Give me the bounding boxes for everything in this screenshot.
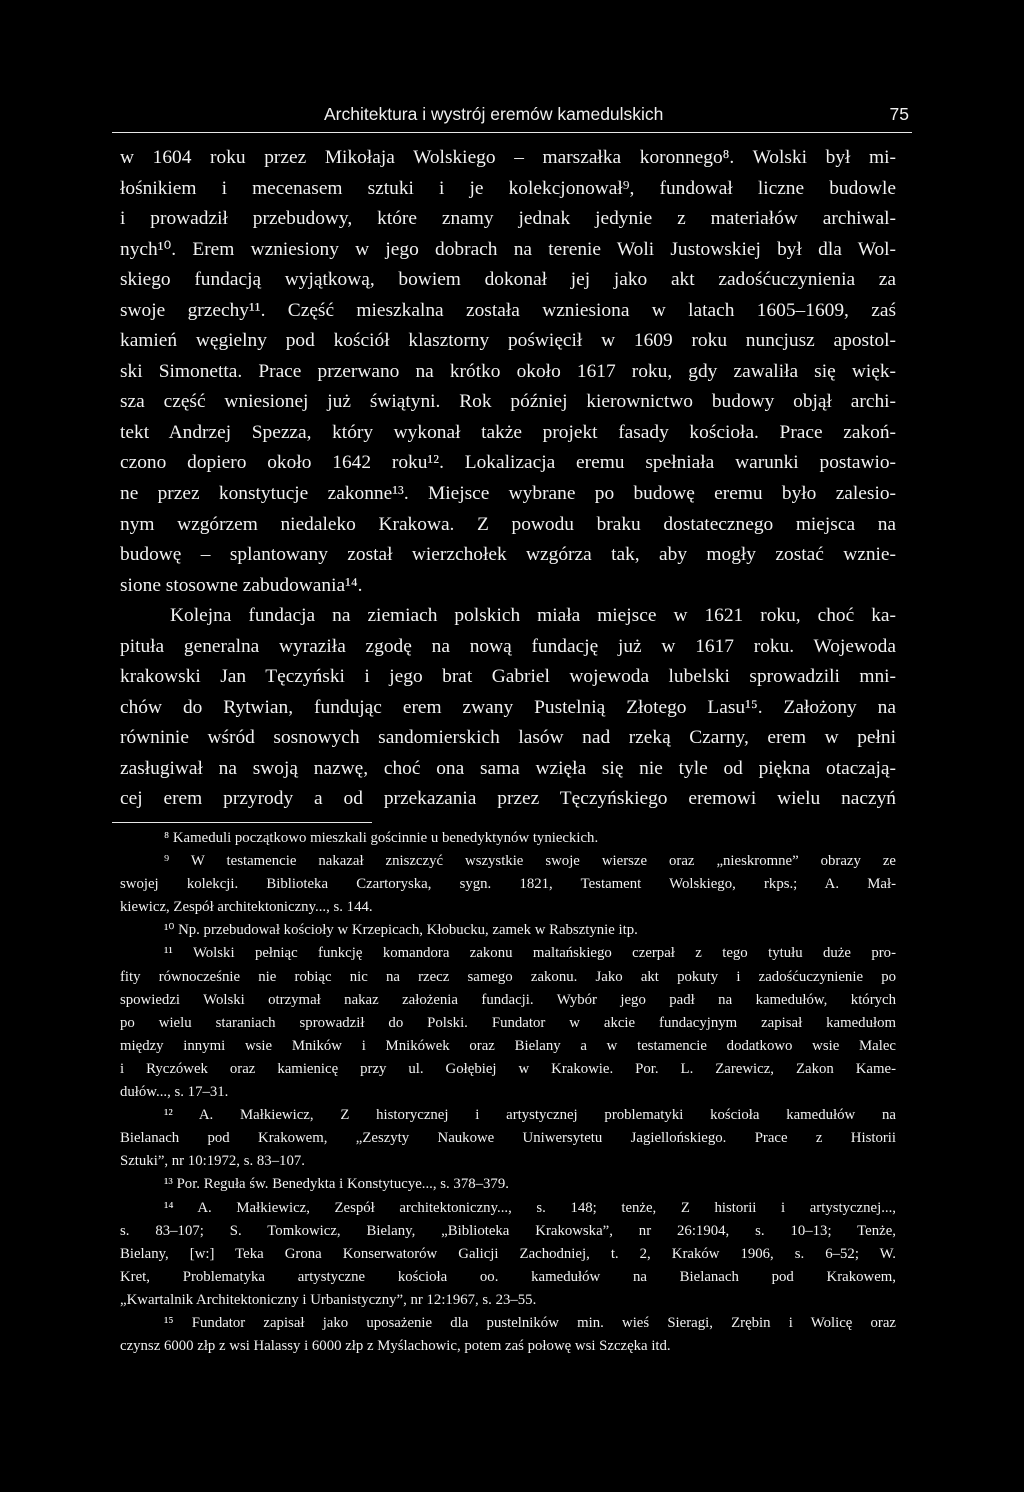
- body-line: nym wzgórzem niedaleko Krakowa. Z powodu braku dostatecznego miejsca na: [120, 513, 896, 535]
- footnote-separator: [112, 822, 372, 823]
- body-line: nych¹⁰. Erem wzniesiony w jego dobrach na terenie Woli Justowskiej był dla Wol-: [120, 238, 896, 260]
- footnote-line: „Kwartalnik Architektoniczny i Urbanistyczny”, nr 12:1967, s. 23–55.: [120, 1291, 537, 1308]
- body-line: łośnikiem i mecenasem sztuki i je kolekcjonował⁹, fundował liczne budowle: [120, 177, 896, 199]
- footnote-line: Bielanach pod Krakowem, „Zeszyty Naukowe Uniwersytetu Jagiellońskiego. Prace z Historii: [120, 1130, 896, 1147]
- footnote-line: ⁸ Kameduli początkowo mieszkali gościnnie u benedyktynów tynieckich.: [164, 830, 599, 846]
- footnote-line: ¹³ Por. Reguła św. Benedykta i Konstytucye..., s. 378–379.: [164, 1176, 509, 1193]
- body-line: równinie wśród sosnowych sandomierskich lasów nad rzeką Czarny, erem w pełni: [120, 727, 896, 749]
- footnote-line: s. 83–107; S. Tomkowicz, Bielany, „Biblioteka Krakowska”, nr 26:1904, s. 10–13; Tenże,: [120, 1222, 896, 1239]
- body-line: zasługiwał na swoją nazwę, choć ona sama wzięła się nie tyle od piękna otaczają-: [120, 757, 896, 779]
- body-line: kamień węgielny pod kościół klasztorny poświęcił w 1609 roku nuncjusz apostol-: [120, 330, 896, 352]
- body-line: i prowadził przebudowy, które znamy jednak jedynie z materiałów archiwal-: [120, 208, 896, 230]
- body-line: swoje grzechy¹¹. Część mieszkalna została wzniesiona w latach 1605–1609, zaś: [120, 299, 896, 321]
- footnote-line: między innymi wsie Mników i Mnikówek oraz Bielany a w testamencie dodatkowo wsie Malec: [120, 1037, 896, 1054]
- body-line: sza część wniesionej już świątyni. Rok później kierownictwo budowy objął archi-: [120, 391, 896, 413]
- body-line: budowę – splantowany został wierzchołek wzgórza tak, aby mogły zostać wznie-: [120, 544, 896, 566]
- footnote-line: swojej kolekcji. Biblioteka Czartoryska, sygn. 1821, Testament Wolskiego, rkps.; A. Mał-: [120, 876, 896, 893]
- page-number: 75: [889, 104, 909, 124]
- footnote-line: ¹¹ Wolski pełniąc funkcję komandora zakonu maltańskiego czerpał z tego tytułu duże pro-: [164, 945, 896, 962]
- footnote-line: Kret, Problematyka artystyczne kościoła oo. kamedułów na Bielanach pod Krakowem,: [120, 1268, 896, 1285]
- body-line: ski Simonetta. Prace przerwano na krótko około 1617 roku, gdy zawaliła się więk-: [120, 360, 896, 382]
- main-text: [120, 143, 896, 815]
- footnote-line: kiewicz, Zespół architektoniczny..., s. 144.: [120, 899, 373, 916]
- footnote-line: Sztuki”, nr 10:1972, s. 83–107.: [120, 1153, 305, 1170]
- body-line: ne przez konstytucje zakonne¹³. Miejsce wybrane po budowę eremu było zalesio-: [120, 483, 896, 505]
- footnote-line: i Ryczówek oraz kamienicę przy ul. Gołębiej w Krakowie. Por. L. Zarewicz, Zakon Kame-: [120, 1060, 896, 1077]
- footnote-line: po wielu staraniach sprowadził do Polski. Fundator w akcie fundacyjnym zapisał kamedułom: [120, 1014, 896, 1031]
- body-line: sione stosowne zabudowania¹⁴.: [120, 574, 363, 596]
- footnote-line: ¹⁴ A. Małkiewicz, Zespół architektoniczny..., s. 148; tenże, Z historii i artystycznej...,: [164, 1199, 896, 1216]
- footnote-line: ⁹ W testamencie nakazał zniszczyć wszystkie swoje wiersze oraz „nieskromne” obrazy ze: [164, 853, 896, 870]
- footnote-line: Bielany, [w:] Teka Grona Konserwatorów Galicji Zachodniej, t. 2, Kraków 1906, s. 6–52; W.: [120, 1245, 896, 1262]
- body-line: Kolejna fundacja na ziemiach polskich miała miejsce w 1621 roku, choć ka-: [170, 605, 896, 627]
- body-line: czono dopiero około 1642 roku¹². Lokalizacja eremu spełniała warunki postawio-: [120, 452, 896, 474]
- body-line: chów do Rytwian, fundując erem zwany Pustelnią Złotego Lasu¹⁵. Założony na: [120, 696, 896, 718]
- running-title: Architektura i wystrój eremów kamedulskich: [324, 104, 664, 124]
- header-rule: [112, 132, 912, 133]
- footnote-line: fity równocześnie nie robiąc nic na rzecz samego zakonu. Jako akt pokuty i zadośćuczynienie po: [120, 968, 896, 985]
- footnote-line: ¹² A. Małkiewicz, Z historycznej i artystycznej problematyki kościoła kamedułów na: [164, 1107, 896, 1124]
- body-line: pituła generalna wyraziła zgodę na nową fundację już w 1617 roku. Wojewoda: [120, 635, 896, 657]
- body-line: cej erem przyrody a od przekazania przez Tęczyńskiego eremowi wielu naczyń: [120, 788, 896, 810]
- body-line: w 1604 roku przez Mikołaja Wolskiego – marszałka koronnego⁸. Wolski był mi-: [120, 147, 896, 168]
- footnote-line: ¹⁵ Fundator zapisał jako uposażenie dla pustelników min. wieś Sieragi, Zrębin i Wolicę oraz: [164, 1314, 896, 1331]
- footnote-line: spowiedzi Wolski otrzymał nakaz założenia fundacji. Wybór jego padł na kamedułów, których: [120, 991, 896, 1008]
- footnote-line: dułów..., s. 17–31.: [120, 1084, 229, 1101]
- body-line: skiego fundacją wyjątkową, bowiem dokonał jej jako akt zadośćuczynienia za: [120, 269, 896, 291]
- footnote-line: ¹⁰ Np. przebudował kościoły w Krzepicach, Kłobucku, zamek w Rabsztynie itp.: [164, 922, 638, 939]
- running-header: [112, 98, 912, 128]
- body-line: tekt Andrzej Spezza, który wykonał także projekt fasady kościoła. Prace zakoń-: [120, 421, 896, 443]
- footnotes: [120, 827, 896, 1358]
- footnote-line: czynsz 6000 złp z wsi Halassy i 6000 złp z Myślachowic, potem zaś połowę wsi Szczęka itd.: [120, 1338, 671, 1355]
- body-line: krakowski Jan Tęczyński i jego brat Gabriel wojewoda lubelski sprowadzili mni-: [120, 666, 896, 688]
